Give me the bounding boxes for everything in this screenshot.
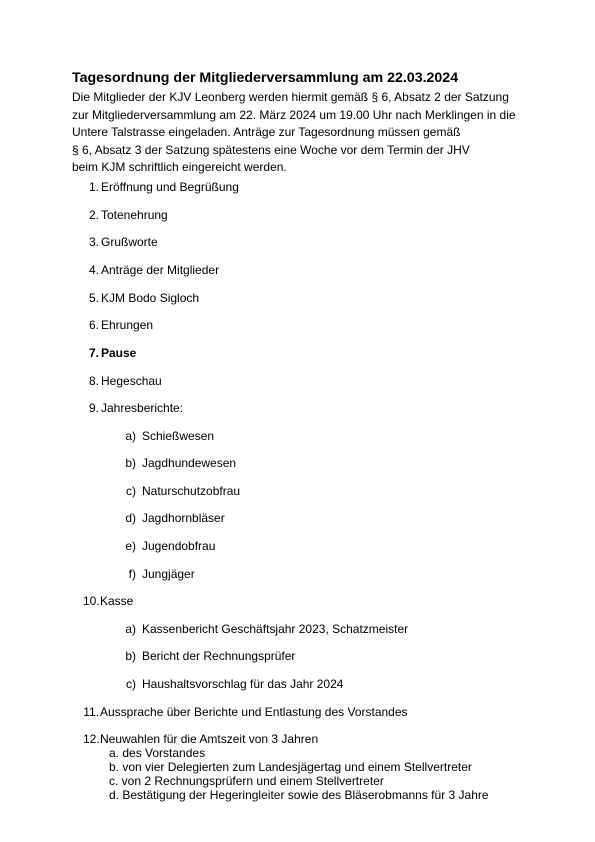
subitem-label: Bericht der Rechnungsprüfer — [142, 649, 296, 663]
subitem-label: Jugendobfrau — [142, 539, 216, 553]
election-subitem: a. des Vorstandes — [109, 746, 206, 760]
subitem-letter: d) — [125, 511, 136, 525]
subitem-letter: a) — [125, 622, 136, 636]
intro-line: Untere Talstrasse eingeladen. Anträge zur Tagesordnung müssen gemäß — [72, 125, 461, 139]
election-subitem: c. von 2 Rechnungsprüfern und einem Stellvertreter — [109, 774, 384, 788]
agenda-item-number: 9. — [88, 401, 99, 415]
intro-line: § 6, Absatz 3 der Satzung spätestens eine Woche vor dem Termin der JHV — [72, 142, 470, 157]
agenda-item-label: Totenehrung — [101, 208, 168, 222]
agenda-item-label: Anträge der Mitglieder — [101, 263, 220, 277]
agenda-item-number: 2. — [88, 208, 99, 222]
agenda-item-label: Aussprache über Berichte und Entlastung des Vorstandes — [100, 705, 408, 719]
election-subitem: d. Bestätigung der Hegeringleiter sowie des Bläserobmanns für 3 Jahre — [109, 788, 489, 802]
agenda-item-label: Jahresberichte: — [101, 401, 184, 415]
agenda-item-number: 8. — [88, 374, 99, 388]
agenda-item-number: 1. — [88, 180, 99, 194]
agenda-item-label: Eröffnung und Begrüßung — [101, 180, 239, 194]
document-title: Tagesordnung der Mitgliederversammlung am 22.03.2024 — [72, 70, 459, 86]
agenda-item-number: 4. — [88, 263, 99, 277]
agenda-item-label: Ehrungen — [101, 318, 154, 332]
agenda-item-label: Neuwahlen für die Amtszeit von 3 Jahren — [100, 732, 319, 746]
subitem-label: Haushaltsvorschlag für das Jahr 2024 — [142, 677, 344, 691]
subitem-label: Naturschutzobfrau — [142, 484, 241, 498]
subitem-letter: a) — [125, 429, 136, 443]
subitem-letter: e) — [125, 539, 136, 553]
agenda-item-number: 3. — [88, 235, 99, 249]
subitem-label: Kassenbericht Geschäftsjahr 2023, Schatzmeister — [142, 622, 409, 636]
agenda-item-number: 11. — [83, 705, 99, 719]
agenda-item-label: Grußworte — [101, 235, 158, 249]
agenda-item-label: KJM Bodo Sigloch — [101, 291, 200, 305]
subitem-letter: c) — [126, 484, 136, 498]
subitem-label: Schießwesen — [142, 429, 215, 443]
intro-line: zur Mitgliederversammlung am 22. März 2024 um 19.00 Uhr nach Merklingen in die — [72, 107, 516, 122]
subitem-letter: b) — [125, 456, 136, 470]
subitem-label: Jagdhundewesen — [142, 456, 237, 470]
agenda-item-number: 7. — [88, 346, 99, 360]
agenda-item-label: Hegeschau — [101, 374, 162, 388]
agenda-item-number: 10. — [83, 594, 100, 608]
intro-line: Die Mitglieder der KJV Leonberg werden hiermit gemäß § 6, Absatz 2 der Satzung — [72, 90, 509, 104]
intro-line: beim KJM schriftlich eingereicht werden. — [72, 160, 287, 174]
subitem-letter: c) — [126, 677, 136, 691]
subitem-label: Jagdhornbläser — [142, 511, 225, 525]
agenda-item-number: 5. — [88, 291, 99, 305]
agenda-item-number: 6. — [88, 318, 99, 332]
agenda-item-label: Pause — [101, 346, 137, 360]
subitem-letter: b) — [125, 649, 136, 663]
subitem-letter: f) — [128, 567, 136, 581]
subitem-label: Jungjäger — [142, 567, 195, 581]
election-subitem: b. von vier Delegierten zum Landesjägertag und einem Stellvertreter — [109, 760, 472, 774]
agenda-item-number: 12. — [83, 732, 100, 746]
agenda-item-label: Kasse — [100, 594, 134, 608]
intro-paragraph — [72, 89, 542, 177]
